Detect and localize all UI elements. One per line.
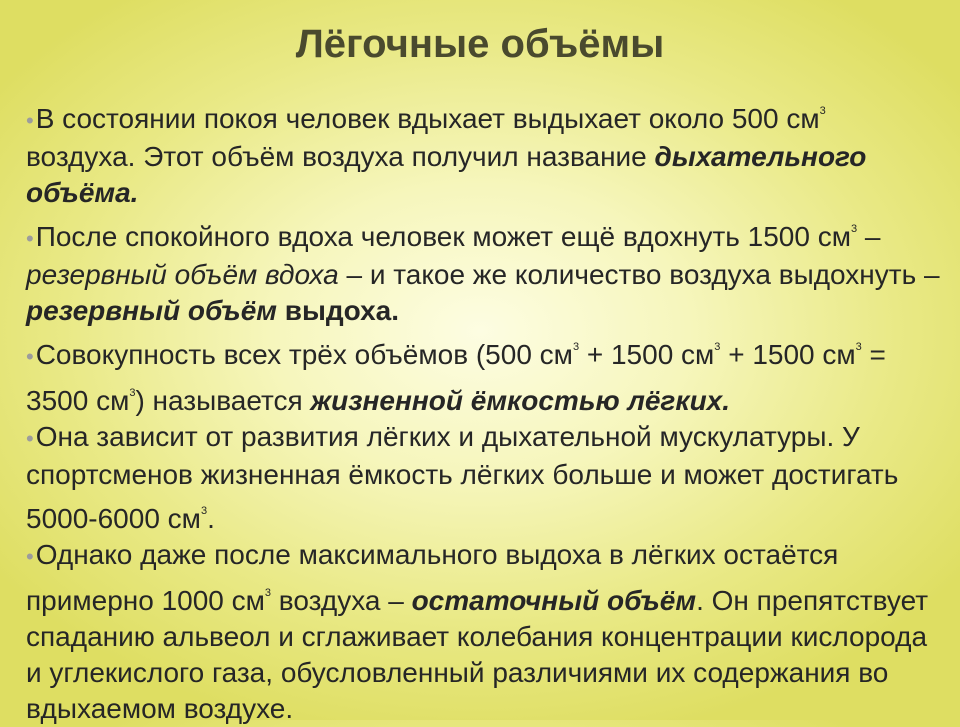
text-segment: После спокойного вдоха человек может ещё вдохнуть 1500 см bbox=[35, 221, 851, 252]
text-segment: воздуха – bbox=[271, 585, 412, 616]
text-segment: В состоянии покоя человек вдыхает выдыхает около 500 см bbox=[35, 103, 820, 134]
bullet-marker: • bbox=[26, 544, 34, 569]
text-segment: воздуха. Этот объём воздуха получил название bbox=[26, 141, 655, 172]
superscript: 3 bbox=[129, 387, 136, 399]
superscript: 3 bbox=[819, 105, 826, 117]
term-inspiratory-reserve: резервный объём вдоха bbox=[26, 259, 339, 290]
text-segment: – bbox=[857, 221, 881, 252]
text-segment: . Он препятствует спаданию альвеол и сглаживает колебания концентрации кислорода и углекислого газа, обусловленный различиями их содержания во вдыхаемом воздухе. bbox=[26, 585, 929, 724]
bullet-athletes bbox=[26, 419, 941, 537]
text-segment: Она зависит от развития лёгких и дыхательной мускулатуры. У спортсменов жизненная ёмкость лёгких больше и может достигать 5000-6000 см bbox=[26, 421, 899, 534]
bullet-marker: • bbox=[26, 426, 34, 451]
superscript: 3 bbox=[264, 587, 272, 599]
text-segment: + 1500 см bbox=[720, 339, 856, 370]
slide-title: Лёгочные объёмы bbox=[295, 22, 665, 66]
term-expiratory-reserve-end: выдоха. bbox=[284, 295, 400, 326]
bullet-residual-volume bbox=[26, 537, 941, 727]
text-segment: Совокупность всех трёх объёмов (500 см bbox=[35, 339, 573, 370]
text-segment: + 1500 см bbox=[579, 339, 715, 370]
text-segment: . bbox=[207, 503, 215, 534]
term-vital-capacity: жизненной ёмкостью лёгких. bbox=[310, 385, 731, 416]
bullet-marker: • bbox=[26, 226, 34, 251]
bullet-vital-capacity bbox=[26, 329, 941, 419]
bullet-marker: • bbox=[26, 344, 34, 369]
text-segment: = 3500 см bbox=[26, 339, 886, 416]
superscript: 3 bbox=[855, 341, 862, 353]
slide-body bbox=[26, 93, 941, 727]
bullet-reserve-volumes bbox=[26, 211, 941, 329]
text-segment: – и такое же количество воздуха выдохнуть – bbox=[338, 259, 940, 290]
text-segment: Однако даже после максимального выдоха в лёгких остаётся примерно 1000 см bbox=[26, 539, 839, 616]
bullet-marker: • bbox=[26, 108, 34, 133]
superscript: 3 bbox=[200, 505, 208, 517]
superscript: 3 bbox=[850, 223, 858, 235]
term-tidal-volume: дыхательного объёма. bbox=[26, 141, 867, 208]
bullet-tidal-volume bbox=[26, 93, 941, 211]
term-expiratory-reserve: резервный объём bbox=[26, 295, 285, 326]
term-residual-volume: остаточный объём bbox=[411, 585, 697, 616]
superscript: 3 bbox=[714, 341, 721, 353]
superscript: 3 bbox=[572, 341, 580, 353]
text-segment: ) называется bbox=[135, 385, 311, 416]
